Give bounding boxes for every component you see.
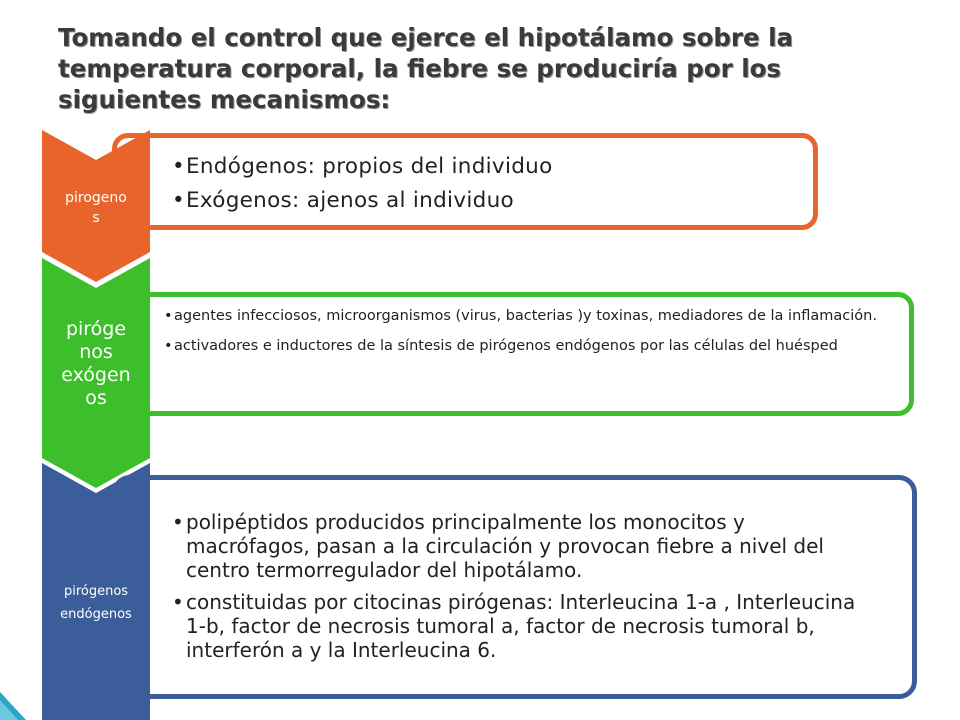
section-1-label: pirogeno s [65,190,127,226]
list-item: • constituidas por citocinas pirógenas: Interleucina 1-a , Interleucina 1-b, factor de necrosis tumoral a, factor de necrosis tumoral b, interferón a y la Interleucina 6. [172,590,872,662]
list-item: • Endógenos: propios del individuo [172,150,553,184]
section-3-label: pirógenos endógenos [60,584,132,622]
section-3-bullets [172,510,872,662]
page-title [58,22,858,115]
list-item: • polipéptidos producidos principalmente los monocitos y macrófagos, pasan a la circulación y provocan fiebre a nivel del centro termorregulador del hipotálamo. [172,510,872,582]
title-line-2: temperatura corporal, la fiebre se produciría por los [58,54,782,83]
list-item: • Exógenos: ajenos al individuo [172,184,553,218]
list-item: • agentes infecciosos, microorganismos (virus, bacterias )y toxinas, mediadores de la inflamación. [164,308,894,325]
title-line-3: siguientes mecanismos: [58,85,391,114]
list-item: • activadores e inductores de la síntesis de pirógenos endógenos por las células del huésped [164,333,894,359]
section-1-bullets [172,150,553,218]
section-2-box [112,292,914,416]
section-2-bullets [164,308,894,359]
section-1-box [112,133,818,230]
section-2-label: piróge nos exógen os [61,318,131,409]
title-line-1: Tomando el control que ejerce el hipotálamo sobre la [58,23,794,52]
section-3-box [112,475,917,699]
